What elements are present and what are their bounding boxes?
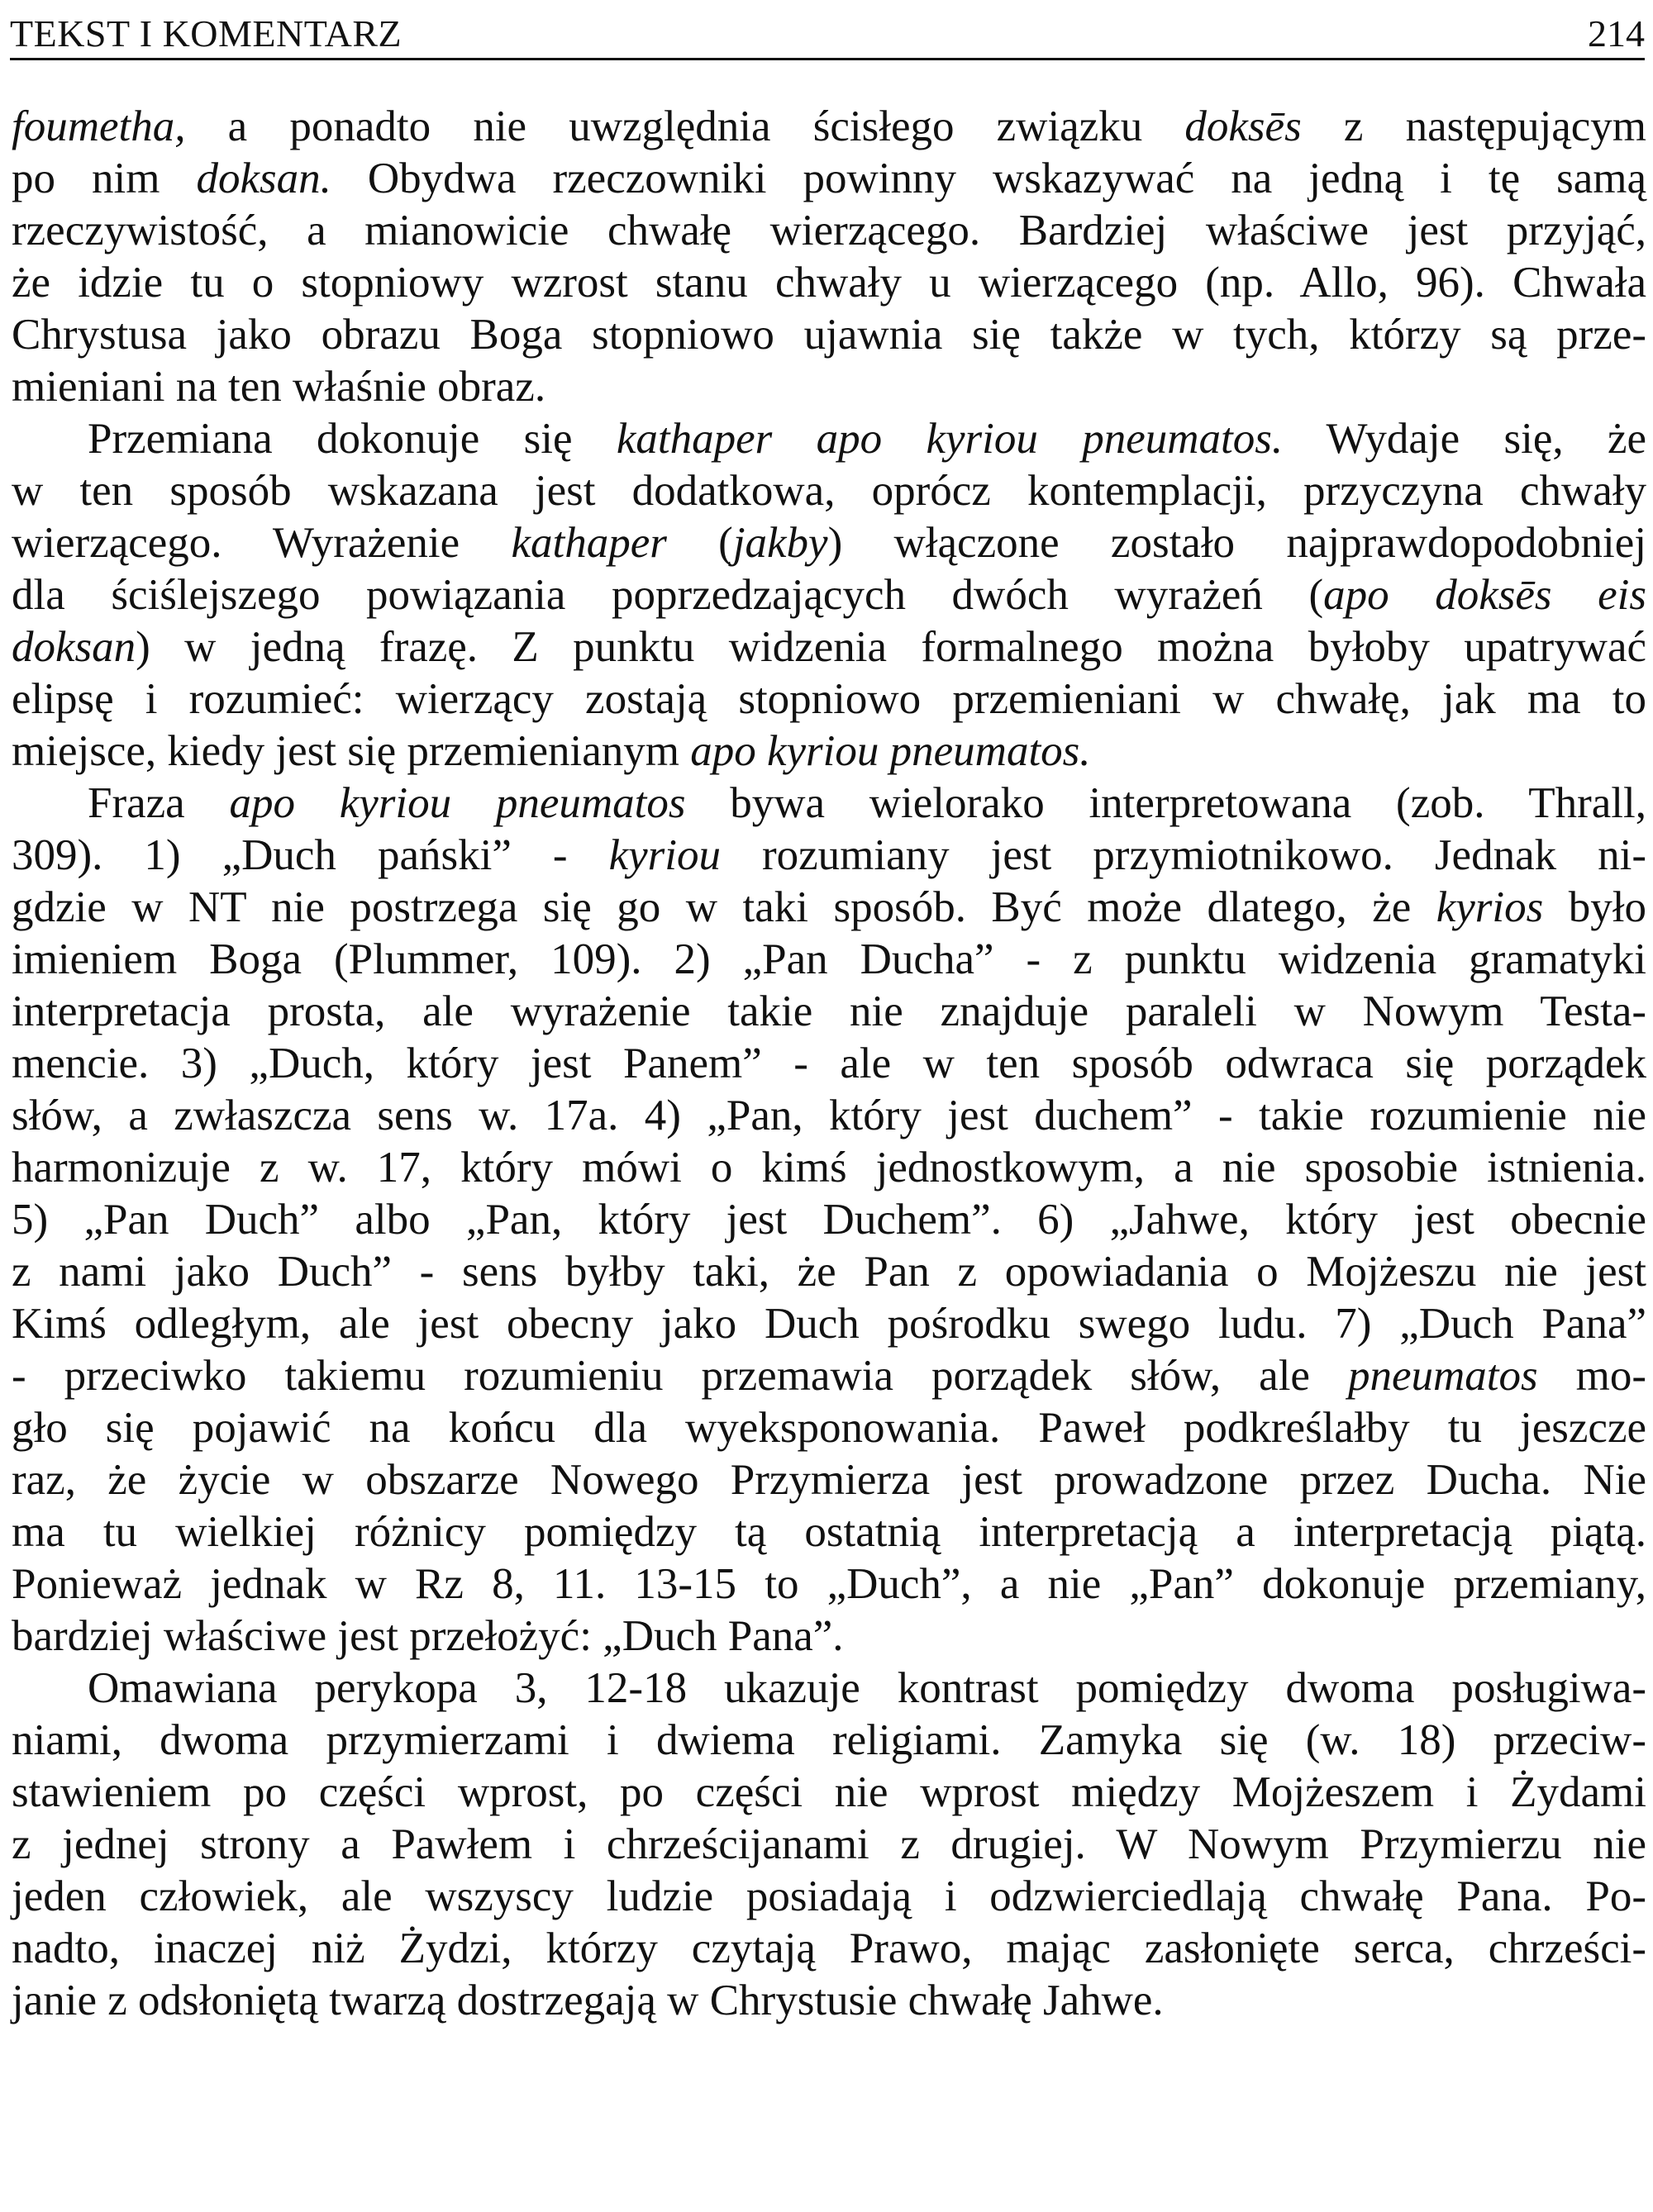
text-run: słów, a zwłaszcza sens w. 17a. 4) „Pan, który jest duchem” - takie rozumienie nie	[12, 1092, 1646, 1139]
text-line	[12, 1090, 1646, 1142]
text-run: elipsę i rozumieć: wierzący zostają stopniowo przemieniani w chwałę, jak ma to	[12, 675, 1646, 723]
text-run: w ten sposób wskazana jest dodatkowa, oprócz kontemplacji, przyczyna chwały	[12, 467, 1646, 515]
italic-term: pneumatos	[1347, 1352, 1538, 1400]
text-run: rzeczywistość, a mianowicie chwałę wierzącego. Bardziej właściwe jest przyjąć,	[12, 207, 1646, 254]
text-line	[12, 1194, 1646, 1246]
text-run: z jednej strony a Pawłem i chrześcijanami z drugiej. W Nowym Przymierzu nie	[12, 1820, 1646, 1868]
text-run: Obydwa rzeczowniki powinny wskazywać na jedną i tę samą	[331, 155, 1647, 202]
text-run: Wydaje się, że	[1283, 415, 1646, 463]
text-line	[12, 1610, 1646, 1663]
text-run: jeden człowiek, ale wszyscy ludzie posiadają i odzwierciedlają chwałę Pana. Po-	[12, 1872, 1646, 1920]
italic-term: jakby	[732, 519, 828, 567]
text-line	[12, 1402, 1646, 1454]
text-run: bywa wielorako interpretowana (zob. Thrall,	[685, 779, 1647, 827]
italic-term: apo kyriou pneumatos.	[690, 727, 1091, 775]
text-run: imieniem Boga (Plummer, 109). 2) „Pan Ducha” - z punktu widzenia gramatyki	[12, 935, 1646, 983]
text-line	[12, 934, 1646, 986]
text-line	[12, 1454, 1646, 1506]
text-line	[12, 1506, 1646, 1558]
italic-term: kyrios	[1436, 883, 1544, 931]
text-line	[12, 569, 1646, 621]
text-run: 5) „Pan Duch” albo „Pan, który jest Duchem”. 6) „Jahwe, który jest obecnie	[12, 1196, 1646, 1244]
text-run: mo-	[1537, 1352, 1646, 1400]
text-line	[12, 1142, 1646, 1194]
text-run: wierzącego. Wyrażenie	[12, 519, 512, 567]
text-run: Fraza	[88, 779, 230, 827]
text-run: nadto, inaczej niż Żydzi, którzy czytają Prawo, mając zasłonięte serca, chrześci-	[12, 1924, 1646, 1972]
text-line	[12, 413, 1646, 465]
text-run: dla ściślejszego powiązania poprzedzających dwóch wyrażeń (	[12, 571, 1324, 619]
page-number: 214	[1588, 12, 1645, 55]
text-line	[12, 1767, 1646, 1819]
body-text	[12, 101, 1646, 2027]
running-header	[10, 7, 1645, 60]
text-line	[12, 1246, 1646, 1298]
text-run: harmonizuje z w. 17, który mówi o kimś jednostkowym, a nie sposobie istnienia.	[12, 1144, 1646, 1192]
italic-term: apo doksēs eis	[1323, 571, 1646, 619]
italic-term: foumetha,	[12, 102, 186, 150]
text-run: 309). 1) „Duch pański” -	[12, 831, 609, 879]
text-run: było	[1543, 883, 1646, 931]
text-run: gdzie w NT nie postrzega się go w taki sposób. Być może dlatego, że	[12, 883, 1436, 931]
text-run: gło się pojawić na końcu dla wyeksponowania. Paweł podkreślałby tu jeszcze	[12, 1404, 1646, 1452]
text-run: ma tu wielkiej różnicy pomiędzy tą ostatnią interpretacją a interpretacją piątą.	[12, 1508, 1646, 1556]
text-line	[12, 1871, 1646, 1923]
italic-term: kathaper	[511, 519, 667, 567]
text-line	[12, 830, 1646, 882]
text-line	[12, 465, 1646, 517]
text-run: raz, że życie w obszarze Nowego Przymierza jest prowadzone przez Ducha. Nie	[12, 1456, 1646, 1504]
text-line	[12, 882, 1646, 934]
paragraph	[12, 101, 1646, 413]
text-run: (	[666, 519, 733, 567]
text-line	[12, 153, 1646, 205]
text-line	[12, 1558, 1646, 1610]
text-run: mencie. 3) „Duch, który jest Panem” - ale w ten sposób odwraca się porządek	[12, 1039, 1646, 1087]
text-run: miejsce, kiedy jest się przemienianym	[12, 727, 691, 775]
text-line	[12, 1298, 1646, 1350]
text-run: janie z odsłoniętą twarzą dostrzegają w Chrystusie chwałę Jahwe.	[12, 1977, 1164, 2024]
text-line	[12, 725, 1646, 778]
text-line	[12, 673, 1646, 725]
text-run: niami, dwoma przymierzami i dwiema religiami. Zamyka się (w. 18) przeciw-	[12, 1716, 1646, 1764]
text-line	[12, 1819, 1646, 1871]
text-run: Kimś odległym, ale jest obecny jako Duch pośrodku swego ludu. 7) „Duch Pana”	[12, 1300, 1646, 1348]
text-line	[12, 1975, 1646, 2027]
text-line	[12, 1038, 1646, 1090]
text-run: rozumiany jest przymiotnikowo. Jednak ni-	[720, 831, 1646, 879]
text-run: Ponieważ jednak w Rz 8, 11. 13-15 to „Duch”, a nie „Pan” dokonuje przemiany,	[12, 1560, 1646, 1608]
paragraph	[12, 778, 1646, 1663]
italic-term: doksan.	[196, 155, 331, 202]
text-line	[12, 205, 1646, 257]
text-run: że idzie tu o stopniowy wzrost stanu chwały u wierzącego (np. Allo, 96). Chwała	[12, 259, 1646, 307]
text-run: Chrystusa jako obrazu Boga stopniowo ujawnia się także w tych, którzy są prze-	[12, 311, 1646, 359]
text-run: po nim	[12, 155, 197, 202]
text-line	[12, 517, 1646, 569]
text-run: z nami jako Duch” - sens byłby taki, że Pan z opowiadania o Mojżeszu nie jest	[12, 1248, 1646, 1296]
italic-term: doksēs	[1184, 102, 1302, 150]
text-run: Przemiana dokonuje się	[88, 415, 617, 463]
text-line	[12, 1663, 1646, 1715]
paragraph	[12, 413, 1646, 778]
text-run: mieniani na ten właśnie obraz.	[12, 363, 546, 411]
paragraph	[12, 1663, 1646, 2027]
text-run: ) w jedną frazę. Z punktu widzenia formalnego można byłoby upatrywać	[136, 623, 1646, 671]
text-run: ) włączone zostało najprawdopodobniej	[827, 519, 1647, 567]
italic-term: apo kyriou pneumatos	[229, 779, 686, 827]
text-line	[12, 361, 1646, 413]
text-line	[12, 1350, 1646, 1402]
text-line	[12, 257, 1646, 309]
text-run: - przeciwko takiemu rozumieniu przemawia porządek słów, ale	[12, 1352, 1348, 1400]
text-line	[12, 1715, 1646, 1767]
text-run: stawieniem po części wprost, po części nie wprost między Mojżeszem i Żydami	[12, 1768, 1646, 1816]
italic-term: kyriou	[608, 831, 721, 879]
text-run: z następującym	[1301, 102, 1647, 150]
text-line	[12, 986, 1646, 1038]
text-run: interpretacja prosta, ale wyrażenie takie nie znajduje paraleli w Nowym Testa-	[12, 987, 1646, 1035]
text-run: bardziej właściwe jest przełożyć: „Duch Pana”.	[12, 1612, 844, 1660]
text-line	[12, 101, 1646, 153]
text-line	[12, 309, 1646, 361]
text-line	[12, 778, 1646, 830]
italic-term: doksan	[12, 623, 136, 671]
text-run: Omawiana perykopa 3, 12-18 ukazuje kontrast pomiędzy dwoma posługiwa-	[88, 1664, 1646, 1712]
header-title: TEKST I KOMENTARZ	[10, 12, 403, 55]
text-run: a ponadto nie uwzględnia ścisłego związku	[185, 102, 1185, 150]
text-line	[12, 1923, 1646, 1975]
text-line	[12, 621, 1646, 673]
italic-term: kathaper apo kyriou pneumatos.	[616, 415, 1284, 463]
